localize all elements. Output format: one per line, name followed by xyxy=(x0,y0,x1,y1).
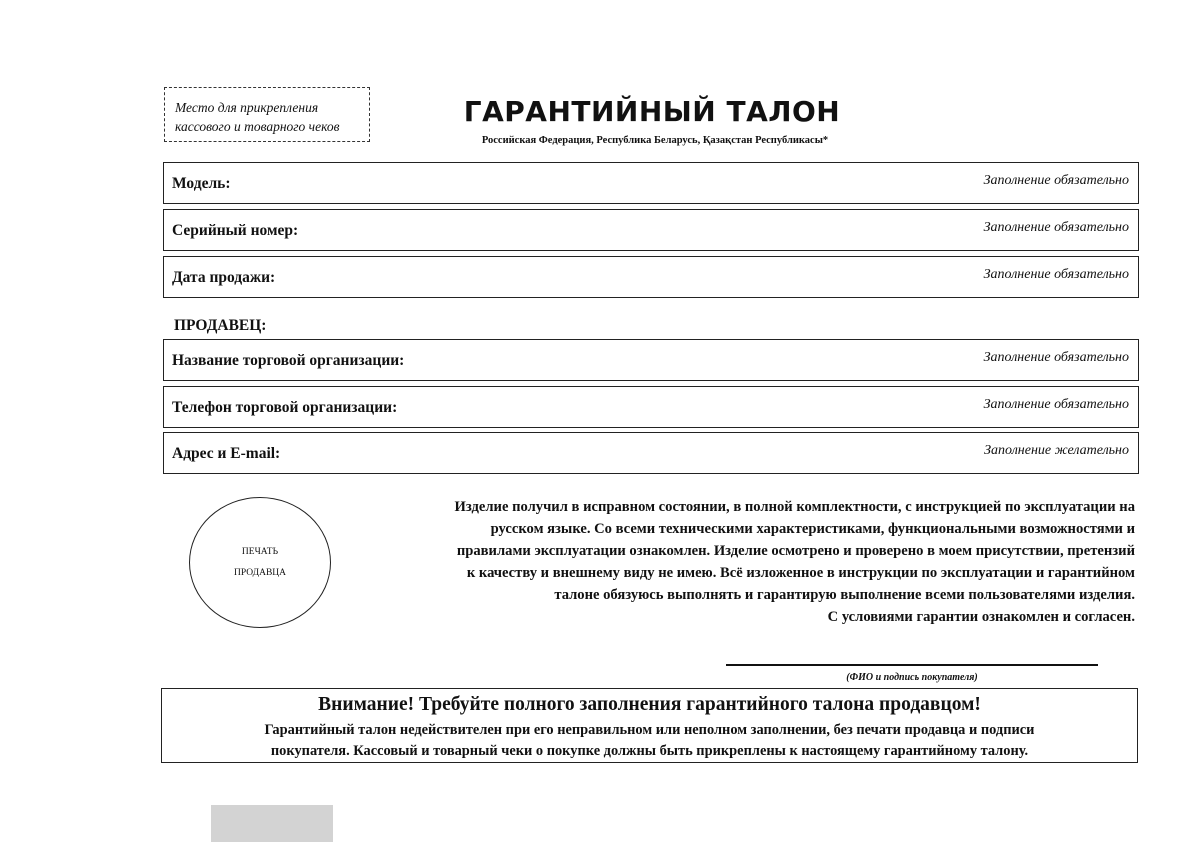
seller-stamp-area xyxy=(189,497,331,628)
field-store-address[interactable] xyxy=(163,432,1139,474)
stamp-label-line1: ПЕЧАТЬ xyxy=(241,546,279,557)
field-serial-number-label: Серийный номер: xyxy=(172,222,299,239)
field-sale-date-note: Заполнение обязательно xyxy=(983,267,1129,282)
field-store-address-label: Адрес и E-mail: xyxy=(172,445,281,462)
field-sale-date[interactable] xyxy=(163,256,1139,298)
warning-text-line2: покупателя. Кассовый и товарный чеки о покупке должны быть прикреплены к настоящему гарантийному талону. xyxy=(270,743,1029,759)
field-model-note: Заполнение обязательно xyxy=(983,173,1129,188)
field-sale-date-label: Дата продажи: xyxy=(172,269,276,286)
declaration-line: талоне обязуюсь выполнять и гарантирую выполнение всеми пользователями изделия. xyxy=(554,587,1135,603)
receipt-attachment-line1: Место для прикрепления xyxy=(175,100,319,115)
field-store-phone-label: Телефон торговой организации: xyxy=(172,399,398,416)
warning-title: Внимание! Требуйте полного заполнения гарантийного талона продавцом! xyxy=(318,694,981,715)
page-subtitle: Российская Федерация, Республика Беларусь, Қазақстан Республикасы* xyxy=(481,135,829,146)
declaration-line: правилами эксплуатации ознакомлен. Изделие осмотрено и проверено в моем присутствии, претензий xyxy=(456,543,1135,559)
warning-box xyxy=(161,688,1138,763)
field-store-name[interactable] xyxy=(163,339,1139,381)
field-model-label: Модель: xyxy=(172,175,231,192)
field-store-name-label: Название торговой организации: xyxy=(172,352,405,369)
buyer-signature-caption: (ФИО и подпись покупателя) xyxy=(846,672,978,683)
declaration-line: Изделие получил в исправном состоянии, в полной комплектности, с инструкцией по эксплуатации на xyxy=(454,499,1135,515)
receipt-attachment-line2: кассового и товарного чеков xyxy=(175,119,340,134)
field-model[interactable] xyxy=(163,162,1139,204)
field-store-phone-note: Заполнение обязательно xyxy=(983,397,1129,412)
seller-heading: ПРОДАВЕЦ: xyxy=(174,317,267,334)
warning-text-line1: Гарантийный талон недействителен при его неправильном или неполном заполнении, без печати продавца и подписи xyxy=(264,722,1035,738)
field-store-address-note: Заполнение желательно xyxy=(984,443,1129,458)
declaration-line: к качеству и внешнему виду не имею. Всё изложенное в инструкции по эксплуатации и гарантийном xyxy=(466,565,1135,581)
field-store-phone[interactable] xyxy=(163,386,1139,428)
field-serial-number[interactable] xyxy=(163,209,1139,251)
field-store-name-note: Заполнение обязательно xyxy=(983,350,1129,365)
gray-placeholder-block xyxy=(211,805,333,842)
declaration-line: С условиями гарантии ознакомлен и согласен. xyxy=(827,609,1135,625)
buyer-declaration xyxy=(340,496,1135,628)
page-title: ГАРАНТИЙНЫЙ ТАЛОН xyxy=(463,95,841,128)
field-serial-number-note: Заполнение обязательно xyxy=(983,220,1129,235)
receipt-attachment-area xyxy=(164,87,370,142)
warning-text xyxy=(182,720,1117,762)
stamp-label-line2: ПРОДАВЦА xyxy=(233,567,287,578)
buyer-signature-line[interactable] xyxy=(726,664,1098,666)
declaration-line: русском языке. Со всеми техническими характеристиками, функциональными возможностями и xyxy=(490,521,1135,537)
